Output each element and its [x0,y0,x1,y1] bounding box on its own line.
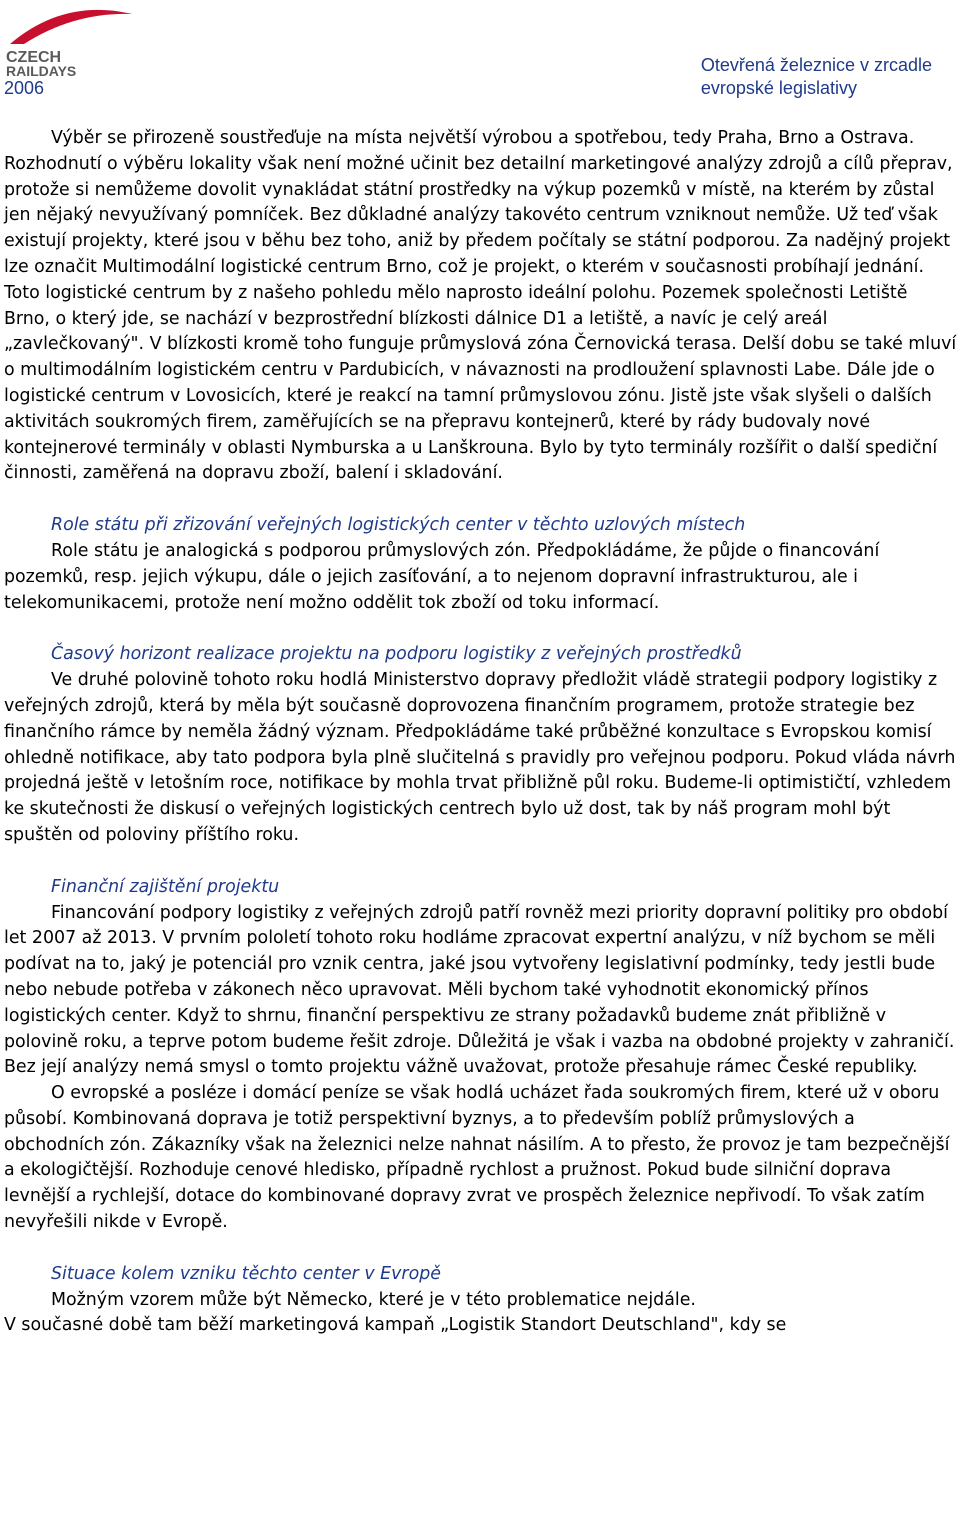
section-title: Situace kolem vzniku těchto center v Evropě [51,1263,441,1284]
year-label: 2006 [4,78,45,98]
paragraph: O evropské a posléze i domácí peníze se však hodlá ucházet řada soukromých firem, které už v oboru působí. Kombinovaná doprava je totiž perspektivní byznys, a to především poblíž průmyslových a obchodních zón. Zákazníky však na železnici nelze nahnat násilím. A to přesto, že provoz je tam bezpečnější a ekologičtější. Rozhoduje cenové hledisko, případně rychlost a pružnost. Pokud bude silniční doprava levnější a rychlejší, dotace do kombinované dopravy zvrat ve prospěch železnice nepřivodí. To však zatím nevyřešili nikde v Evropě. [4,1083,950,1233]
svg-text:RAILDAYS: RAILDAYS [6,63,77,78]
paragraph: Role státu je analogická s podporou průmyslových zón. Předpokládáme, že půjde o financování pozemků, resp. jejich výkupu, dále o jejich zasíťování, a to nejenom dopravní infrastrukturou, ale i telekomunikacemi, protože není možno oddělit tok zboží od toku informací. [4,540,880,613]
czech-raildays-logo [4,4,134,78]
document-body [4,126,958,1339]
document-title [701,54,932,100]
svg-text:CZECH: CZECH [6,49,62,66]
paragraph: Financování podpory logistiky z veřejných zdrojů patří rovněž mezi priority dopravní politiky pro období let 2007 až 2013. V prvním pololetí tohoto roku hodláme zpracovat expertní analýzu, v níž bychom se měli podívat na to, jaký je potenciál pro vznik centra, jaké jsou vytvořeny legislativní podmínky, tedy jestli bude nebo nebude potřeba v zákonech něco upravovat. Měli bychom také vyhodnotit ekonomický přínos logistických center. Když to shrnu, finanční perspektivu ze strany požadavků budeme znát přibližně v polovině roku, a teprve potom budeme řešit zdroje. Důležitá je však i vazba na obdobné projekty v zahraničí. Bez její analýzy nemá smysl o tomto projektu vážně uvažovat, protože přesahuje rámec České republiky. [4,902,955,1078]
section-title: Finanční zajištění projektu [51,876,280,897]
paragraph: V současné době tam běží marketingová kampaň „Logistik Standort Deutschland", kdy se [4,1315,787,1336]
paragraph: Možným vzorem může být Německo, které je v této problematice nejdále. [51,1289,696,1310]
section-title: Časový horizont realizace projektu na podporu logistiky z veřejných prostředků [51,644,742,665]
page-header [0,0,960,110]
title-line-1: Otevřená železnice v zrcadle [700,55,932,75]
section-title: Role státu při zřizování veřejných logistických center v těchto uzlových místech [51,515,746,536]
title-line-2: evropské legislativy [700,78,857,98]
paragraph: Výběr se přirozeně soustřeďuje na místa největší výrobou a spotřebou, tedy Praha, Brno a Ostrava. Rozhodnutí o výběru lokality však není možné učinit bez detailní marketingové analýzy zdrojů a cílů přeprav, protože si nemůžeme dovolit vynakládat státní prostředky na výkup pozemků v místě, na kterém by zůstal jen nějaký nevyužívaný pomníček. Bez důkladné analýzy takovéto centrum vzniknout nemůže. Už teď však existují projekty, které jsou v běhu bez toho, aniž by předem počítaly se státní podporou. Za nadějný projekt lze označit Multimodální logistické centrum Brno, což je projekt, o kterém v současnosti probíhají jednání. Toto logistické centrum by z našeho pohledu mělo naprosto ideální polohu. Pozemek společnosti Letiště Brno, o který jde, se nachází v bezprostřední blízkosti dálnice D1 a letiště, a navíc je celý areál „zavlečkovaný". V blízkosti kromě toho funguje průmyslová zóna Černovická terasa. Delší dobu se také mluví o multimodálním logistickém centru v Pardubicích, v návaznosti na prodloužení splavnosti Labe. Dále jde o logistické centrum v Lovosicích, které je reakcí na tamní průmyslovou zónu. Jistě jste však slyšeli o dalších aktivitách soukromých firem, zaměřujících se na přepravu kontejnerů, které by rády budovaly nové kontejnerové terminály v oblasti Nymburska a u Lanškrouna. Bylo by tyto terminály rozšířit o další spediční činnosti, zaměřená na dopravu zboží, balení i skladování. [4,128,957,484]
paragraph: Ve druhé polovině tohoto roku hodlá Ministerstvo dopravy předložit vládě strategii podpory logistiky z veřejných zdrojů, která by měla být současně doprovozena finančním programem, protože strategie bez finančního rámce by neměla žádný význam. Předpokládáme také průběžné konzultace s Evropskou komisí ohledně notifikace, aby tato podpora byla plně slučitelná s pravidly pro veřejnou podporu. Pokud vláda návrh projedná ještě v letošním roce, notifikace by mohla trvat přibližně půl roku. Budeme-li optimističtí, vzhledem ke skutečnosti že diskusí o veřejných logistických centrech bylo už dost, tak by náš program mohl být spuštěn od poloviny příštího roku. [4,670,956,845]
